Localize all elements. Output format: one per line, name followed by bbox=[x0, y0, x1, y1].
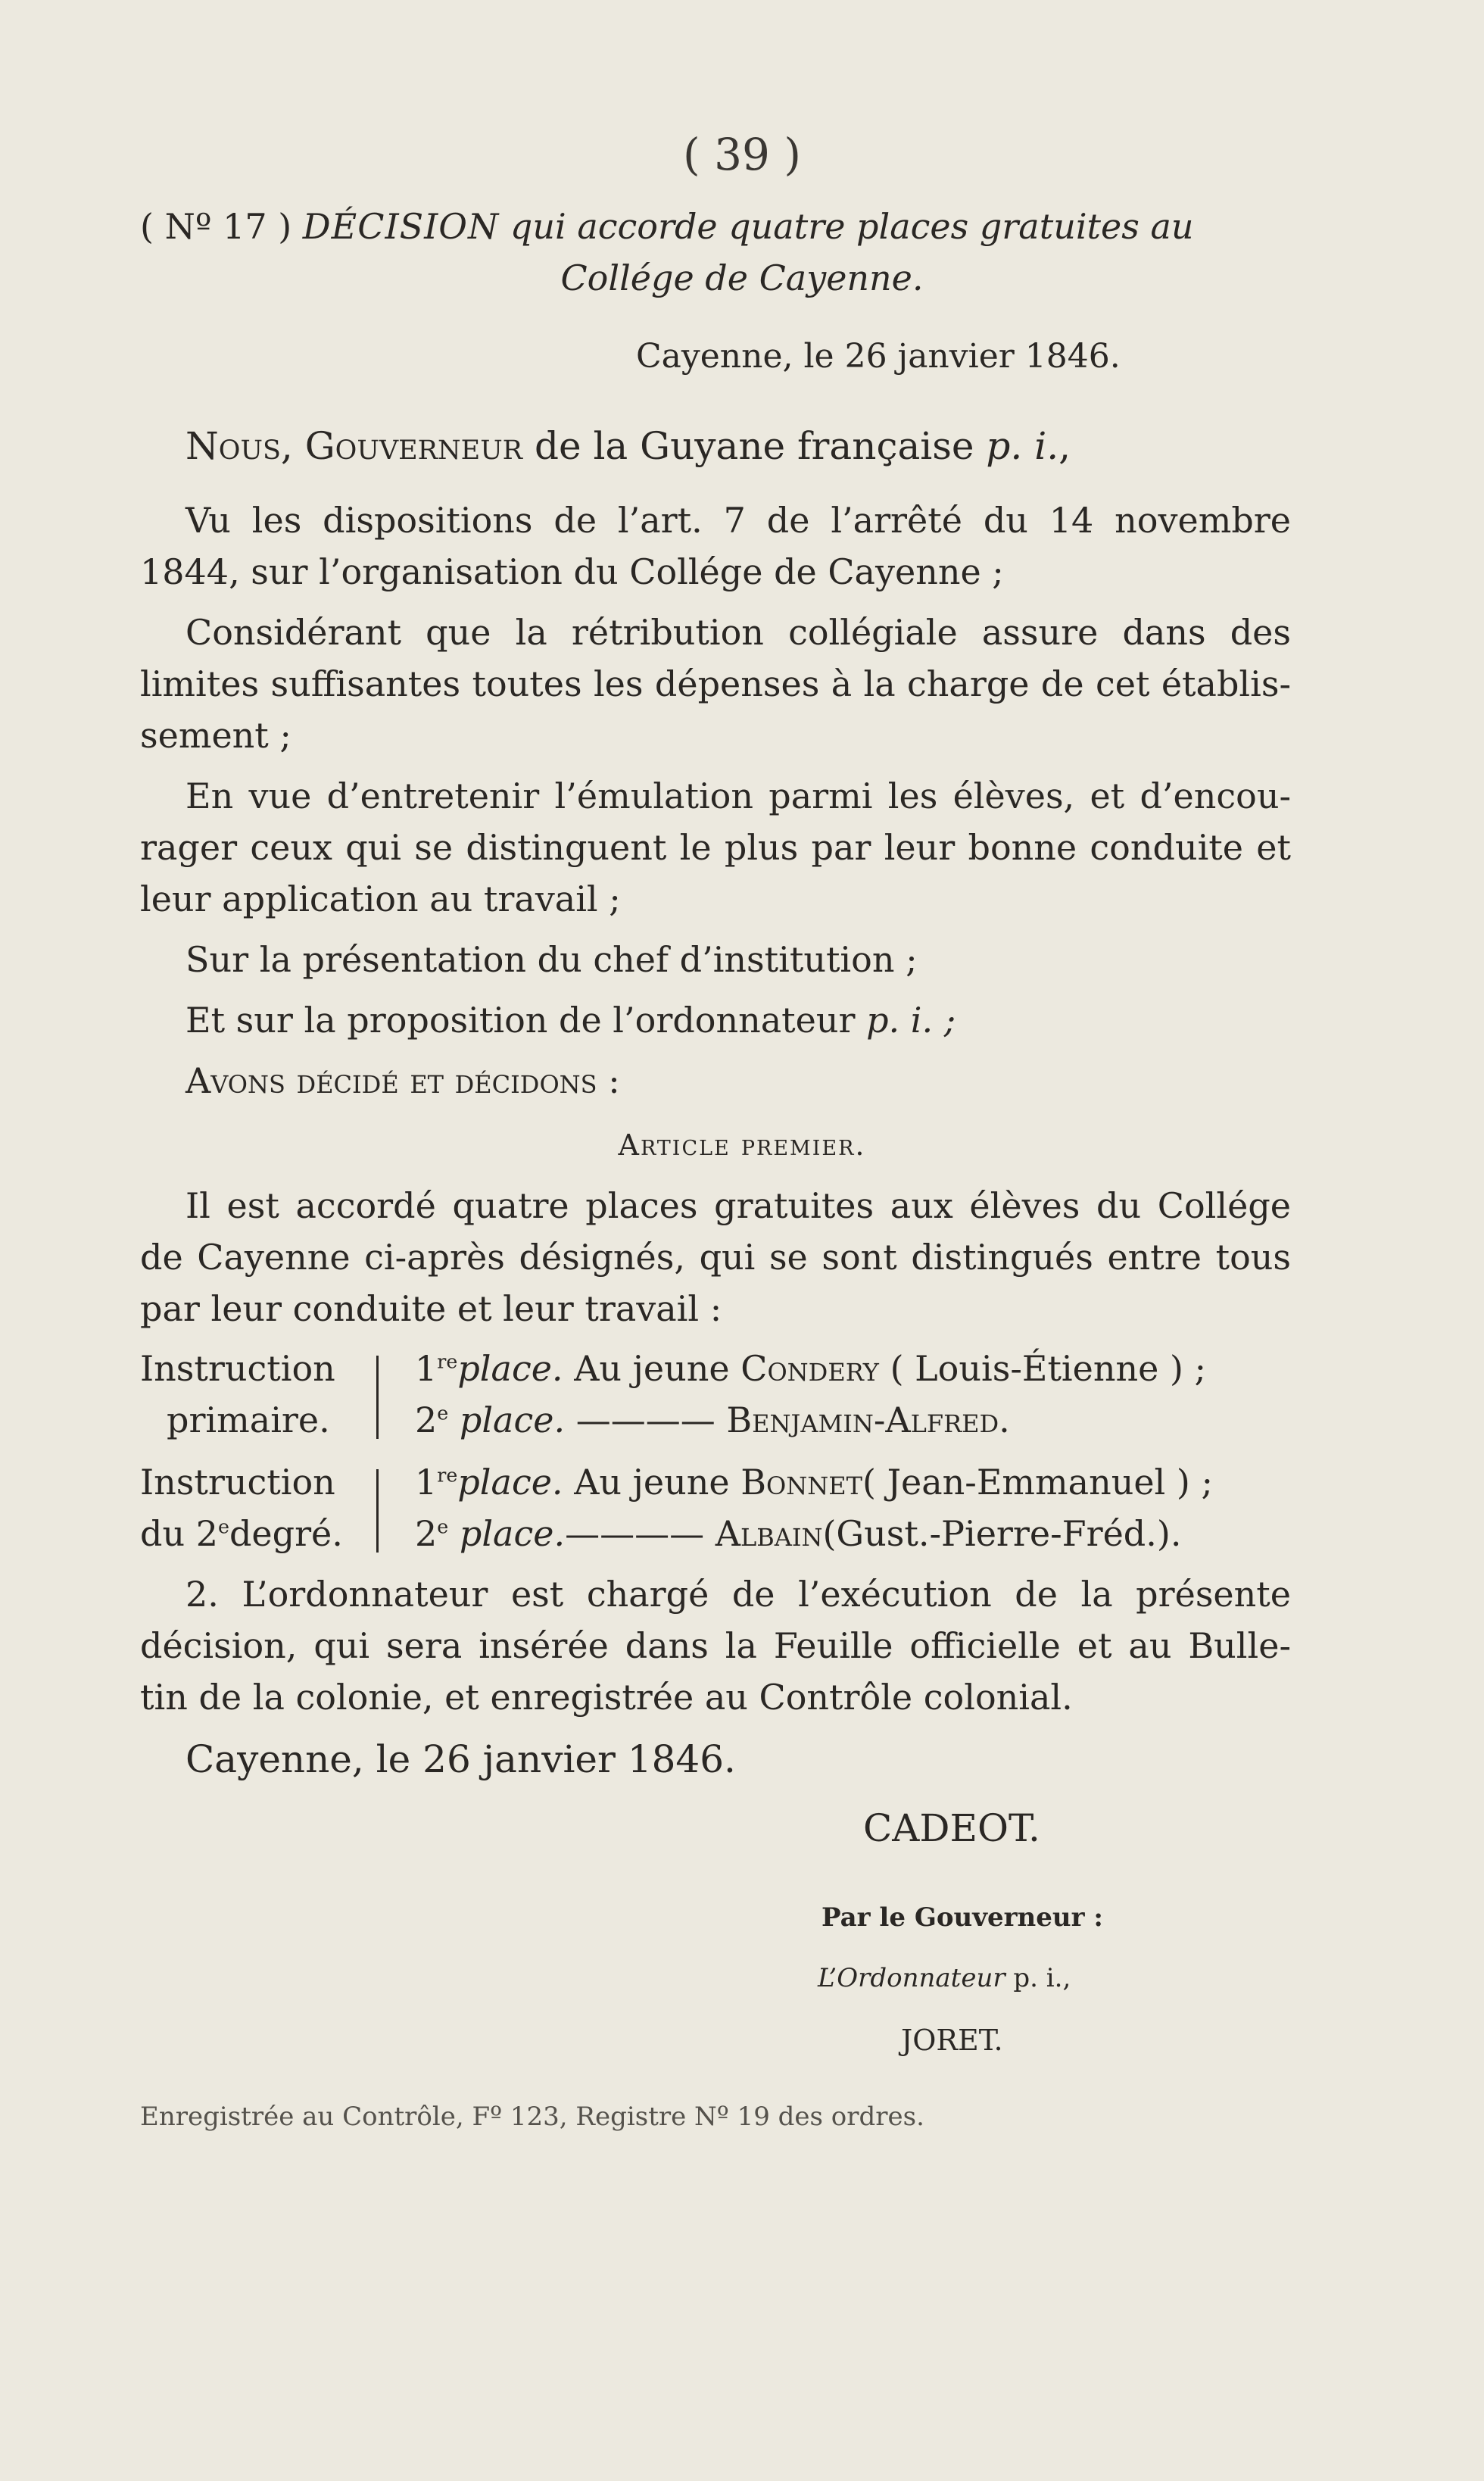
decision-title-strong: DÉCISION bbox=[302, 206, 500, 247]
text-line: En vue d’entretenir l’émulation parmi les élèves, et d’encou- bbox=[186, 776, 1291, 816]
place-line bbox=[415, 1513, 1181, 1554]
place-word: place. bbox=[459, 1400, 566, 1440]
text-line: 1844, sur l’organisation du Collége de Cayenne ; bbox=[140, 551, 1004, 592]
student-name: Albain bbox=[715, 1513, 823, 1554]
text-line: leur application au travail ; bbox=[140, 878, 621, 919]
place-text: Au jeune bbox=[574, 1462, 730, 1503]
place-sup: re bbox=[437, 1350, 458, 1373]
decision-number: ( Nº 17 ) bbox=[140, 206, 292, 247]
instruction-label bbox=[140, 1513, 343, 1554]
place-word: place. bbox=[457, 1348, 563, 1389]
place-word: place. bbox=[457, 1462, 563, 1503]
place-sup: e bbox=[437, 1515, 449, 1538]
instruction-label: primaire. bbox=[167, 1400, 330, 1440]
place-number: 1 bbox=[415, 1348, 438, 1389]
article-line: de Cayenne ci-après désignés, qui se sont distingués entre tous bbox=[140, 1237, 1291, 1278]
decision-title-rest: qui accorde quatre places gratuites au bbox=[510, 206, 1194, 247]
nous-pi: p. i. bbox=[986, 424, 1059, 468]
nous-guyane: de la Guyane française bbox=[534, 424, 974, 468]
student-extra: ( Jean-Emmanuel ) ; bbox=[862, 1462, 1213, 1503]
brace bbox=[376, 1356, 382, 1439]
label-sup: e bbox=[217, 1515, 229, 1538]
brace bbox=[376, 1469, 382, 1553]
label-part: du 2 bbox=[140, 1513, 218, 1554]
decision-title-line2: Collége de Cayenne. bbox=[560, 257, 924, 298]
dash: ———— bbox=[565, 1513, 705, 1554]
closing-date: Cayenne, le 26 janvier 1846. bbox=[186, 1737, 736, 1781]
nous-comma: , bbox=[1058, 424, 1071, 468]
joret-signature: JORET. bbox=[901, 2024, 1003, 2057]
text-line bbox=[186, 1000, 1336, 1041]
ordonnateur-line bbox=[818, 1963, 1071, 1993]
text-line: Sur la présentation du chef d’institution ; bbox=[186, 939, 918, 980]
place-date: Cayenne, le 26 janvier 1846. bbox=[636, 337, 1121, 376]
instruction-label: Instruction bbox=[140, 1348, 335, 1389]
student-name: Benjamin-Alfred. bbox=[726, 1400, 1010, 1440]
place-sup: e bbox=[437, 1402, 449, 1425]
page-number: ( 39 ) bbox=[683, 129, 801, 180]
article-line: Il est accordé quatre places gratuites aux élèves du Collége bbox=[186, 1185, 1291, 1226]
place-number: 1 bbox=[415, 1462, 438, 1503]
text-line: sement ; bbox=[140, 715, 292, 756]
article-heading: Article premier. bbox=[618, 1128, 866, 1162]
nous-gouverneur: Nous, Gouverneur bbox=[186, 424, 523, 468]
closing-line: décision, qui sera insérée dans la Feuille officielle et au Bulle- bbox=[140, 1625, 1291, 1666]
place-line bbox=[415, 1348, 1206, 1389]
signature: CADEOT. bbox=[863, 1806, 1040, 1850]
article-line: par leur conduite et leur travail : bbox=[140, 1288, 722, 1329]
instruction-label: Instruction bbox=[140, 1462, 335, 1503]
text-line: rager ceux qui se distinguent le plus par leur bonne conduite et bbox=[140, 827, 1291, 868]
student-extra: ( Louis-Étienne ) ; bbox=[890, 1348, 1207, 1389]
ordonnateur-label: L’Ordonnateur bbox=[818, 1963, 1005, 1993]
place-line bbox=[415, 1400, 1010, 1440]
text-line-part: Et sur la proposition de l’ordonnateur bbox=[186, 1000, 856, 1041]
student-name: Bonnet bbox=[740, 1462, 862, 1503]
text-line-italic: p. i. ; bbox=[866, 1000, 956, 1041]
place-word: place. bbox=[459, 1513, 566, 1554]
student-extra: (Gust.-Pierre-Fréd.). bbox=[822, 1513, 1182, 1554]
label-part: degré. bbox=[229, 1513, 343, 1554]
place-number: 2 bbox=[415, 1513, 438, 1554]
student-name: Condery bbox=[740, 1348, 879, 1389]
closing-line: 2. L’ordonnateur est chargé de l’exécution de la présente bbox=[186, 1574, 1291, 1615]
place-number: 2 bbox=[415, 1400, 438, 1440]
place-sup: re bbox=[437, 1464, 458, 1487]
place-line bbox=[415, 1462, 1213, 1503]
place-text: Au jeune bbox=[574, 1348, 730, 1389]
ordonnateur-suffix: p. i., bbox=[1013, 1963, 1071, 1993]
dash: ———— bbox=[575, 1400, 716, 1440]
registration-note: Enregistrée au Contrôle, Fº 123, Registre Nº 19 des ordres. bbox=[140, 2102, 924, 2132]
decision-heading bbox=[140, 206, 1194, 247]
text-line: Considérant que la rétribution collégiale assure dans des bbox=[186, 612, 1291, 653]
par-le-gouverneur: Par le Gouverneur : bbox=[822, 1902, 1103, 1933]
text-line: Avons décidé et décidons : bbox=[186, 1060, 620, 1101]
closing-line: tin de la colonie, et enregistrée au Contrôle colonial. bbox=[140, 1677, 1073, 1718]
nous-line bbox=[186, 424, 1071, 468]
text-line: Vu les dispositions de l’art. 7 de l’arrêté du 14 novembre bbox=[186, 500, 1291, 541]
text-line: limites suffisantes toutes les dépenses à la charge de cet établis- bbox=[140, 663, 1291, 704]
